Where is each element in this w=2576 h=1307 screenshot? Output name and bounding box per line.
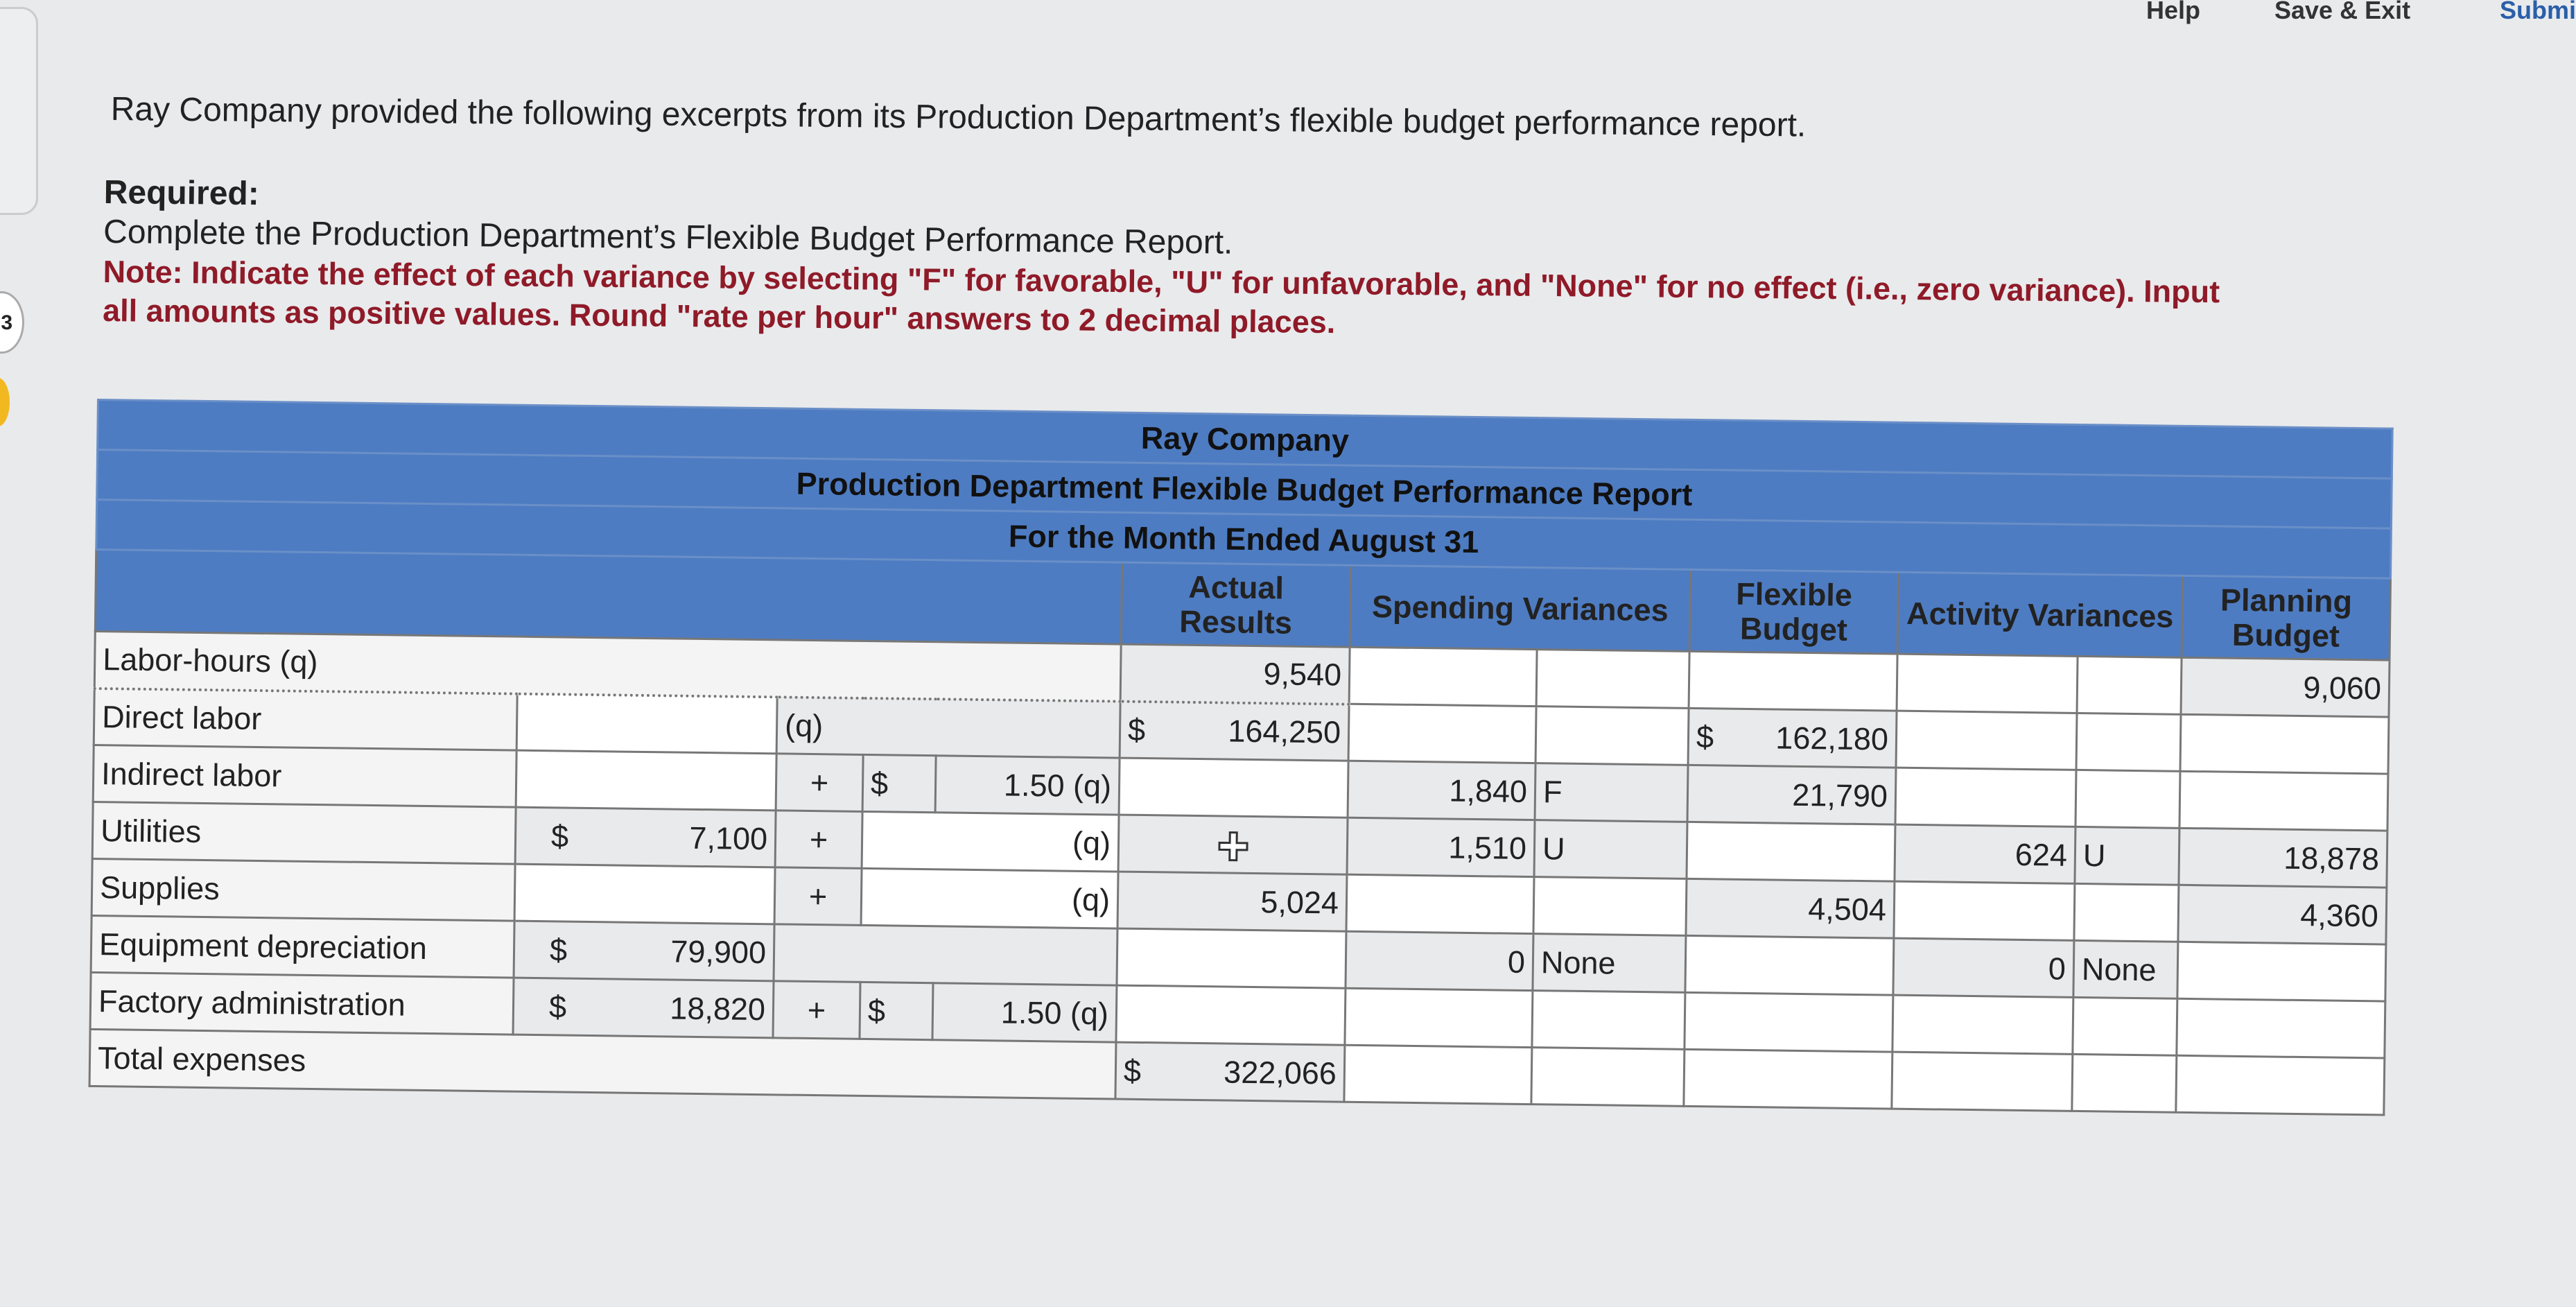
spending-amount-input[interactable] bbox=[1346, 874, 1534, 933]
actual-direct-labor bbox=[1120, 701, 1349, 761]
col-actual-line1: Actual bbox=[1188, 569, 1285, 606]
currency-symbol: $ bbox=[862, 754, 936, 812]
spending-utilities-effect: U bbox=[1534, 820, 1687, 879]
col-plan-line1: Planning bbox=[2220, 582, 2353, 619]
spending-equipment: 0 bbox=[1346, 931, 1533, 990]
flexible-supplies: 4,504 bbox=[1686, 878, 1895, 938]
planning-labor-hours: 9,060 bbox=[2181, 657, 2390, 717]
indirect-labor-fixed-input[interactable] bbox=[516, 750, 776, 811]
equipment-fixed bbox=[514, 921, 774, 981]
performance-report-table bbox=[89, 399, 2394, 1116]
actual-factory-input[interactable] bbox=[1116, 985, 1346, 1045]
direct-labor-q: (q) bbox=[776, 697, 1120, 758]
actual-indirect-labor-input[interactable] bbox=[1119, 758, 1348, 817]
move-cursor-icon bbox=[1215, 829, 1251, 864]
flexible-factory-input[interactable] bbox=[1685, 992, 1893, 1052]
equipment-fixed-value: 79,900 bbox=[670, 933, 767, 970]
activity-amount-input[interactable] bbox=[1894, 881, 2075, 940]
header-blank bbox=[95, 550, 1122, 645]
question-nav-badge[interactable] bbox=[0, 291, 24, 354]
activity-amount-input[interactable] bbox=[1897, 654, 2078, 713]
spending-indirect-labor-effect: F bbox=[1535, 763, 1688, 822]
planning-total-input[interactable] bbox=[2176, 1055, 2385, 1115]
row-label: Supplies bbox=[92, 858, 515, 921]
report-company: Ray Company bbox=[98, 400, 2393, 479]
spending-equipment-effect: None bbox=[1533, 934, 1686, 993]
q-suffix: (q) bbox=[1070, 995, 1109, 1031]
currency-symbol: $ bbox=[860, 982, 933, 1039]
side-panel bbox=[0, 7, 38, 215]
activity-effect-select[interactable] bbox=[2076, 713, 2181, 771]
planning-supplies: 4,360 bbox=[2178, 885, 2387, 944]
col-actual-results bbox=[1121, 562, 1350, 647]
col-spending-variances: Spending Variances bbox=[1350, 565, 1690, 651]
flexible-indirect-labor: 21,790 bbox=[1687, 765, 1896, 824]
planning-indirect-labor-input[interactable] bbox=[2179, 771, 2388, 831]
planning-direct-labor-input[interactable] bbox=[2180, 714, 2389, 774]
col-planning-budget bbox=[2182, 575, 2390, 660]
actual-total bbox=[1115, 1042, 1345, 1102]
actual-supplies: 5,024 bbox=[1117, 872, 1347, 931]
row-label: Utilities bbox=[92, 802, 516, 864]
activity-effect-select[interactable] bbox=[2075, 770, 2180, 828]
plus-sign: + bbox=[773, 981, 860, 1039]
actual-total-value: 322,066 bbox=[1223, 1054, 1337, 1091]
flexible-total-input[interactable] bbox=[1684, 1049, 1892, 1109]
factory-fixed-value: 18,820 bbox=[670, 989, 766, 1027]
factory-rate bbox=[932, 983, 1117, 1042]
help-link[interactable]: Help bbox=[2146, 0, 2201, 24]
plus-sign: + bbox=[775, 811, 862, 869]
planning-factory-input[interactable] bbox=[2177, 998, 2385, 1058]
activity-amount-input[interactable] bbox=[1896, 711, 2077, 770]
submit-button[interactable]: Submi bbox=[2500, 0, 2576, 24]
supplies-rate-input[interactable] bbox=[861, 868, 1118, 928]
col-flex-line2: Budget bbox=[1739, 610, 1848, 648]
save-exit-button[interactable]: Save & Exit bbox=[2274, 0, 2411, 24]
col-plan-line2: Budget bbox=[2231, 616, 2340, 654]
spending-effect-select[interactable] bbox=[1533, 877, 1687, 936]
flexible-direct-labor-value: 162,180 bbox=[1775, 719, 1889, 757]
activity-effect-select[interactable] bbox=[2074, 883, 2179, 942]
spending-amount-input[interactable] bbox=[1349, 647, 1537, 706]
activity-equipment-effect: None bbox=[2073, 940, 2178, 998]
activity-utilities-effect: U bbox=[2075, 826, 2179, 885]
row-label: Total expenses bbox=[89, 1029, 1116, 1099]
flag-indicator bbox=[0, 378, 10, 426]
flexible-equipment-input[interactable] bbox=[1685, 935, 1894, 995]
actual-labor-hours: 9,540 bbox=[1120, 644, 1350, 704]
currency-symbol: $ bbox=[1123, 1053, 1142, 1089]
spending-effect-select[interactable] bbox=[1535, 707, 1689, 765]
question-number: 3 bbox=[1, 311, 12, 334]
plus-sign: + bbox=[776, 754, 863, 812]
utilities-fixed-value: 7,100 bbox=[689, 820, 768, 856]
equipment-blank bbox=[774, 924, 1117, 985]
spending-effect-select[interactable] bbox=[1536, 650, 1689, 709]
plus-sign: + bbox=[774, 867, 862, 926]
report-period: For the Month Ended August 31 bbox=[96, 500, 2392, 579]
activity-effect-select[interactable] bbox=[2072, 1054, 2177, 1112]
currency-symbol: $ bbox=[550, 817, 569, 854]
utilities-rate-input[interactable] bbox=[862, 811, 1119, 872]
utilities-fixed bbox=[515, 807, 776, 867]
q-suffix: (q) bbox=[1072, 824, 1111, 860]
row-label: Labor-hours (q) bbox=[94, 631, 1121, 701]
activity-effect-select[interactable] bbox=[2073, 997, 2177, 1055]
col-flex-line1: Flexible bbox=[1736, 575, 1853, 613]
currency-symbol: $ bbox=[1127, 711, 1146, 747]
actual-equipment-input[interactable] bbox=[1117, 928, 1346, 988]
q-suffix: (q) bbox=[1072, 768, 1112, 804]
required-heading: Required: bbox=[103, 173, 259, 213]
factory-fixed bbox=[513, 978, 774, 1038]
requirements bbox=[103, 173, 2322, 352]
intro-text: Ray Company provided the following excerpts from its Production Department’s flexible budget performance report. bbox=[110, 90, 1807, 144]
spending-amount-input[interactable] bbox=[1348, 704, 1536, 763]
rate-value: 1.50 bbox=[1003, 766, 1065, 804]
top-toolbar bbox=[2091, 0, 2576, 42]
activity-amount-input[interactable] bbox=[1892, 1052, 2073, 1111]
row-label: Equipment depreciation bbox=[91, 915, 514, 978]
spending-effect-select[interactable] bbox=[1531, 1048, 1685, 1107]
direct-labor-fixed-input[interactable] bbox=[516, 693, 777, 754]
required-note: Note: Indicate the effect of each variance by selecting "F" for favorable, "U" for unfavorable, and "None" for no effect (i.e., zero variance). Input all amounts as positive values. Round "rate per hour" answers to 2 decimal places. bbox=[102, 253, 2220, 340]
row-label: Direct labor bbox=[94, 688, 517, 750]
spending-utilities: 1,510 bbox=[1347, 817, 1535, 876]
currency-symbol: $ bbox=[1696, 718, 1714, 754]
activity-utilities: 624 bbox=[1895, 824, 2075, 883]
planning-utilities: 18,878 bbox=[2179, 828, 2387, 888]
spending-amount-input[interactable] bbox=[1345, 988, 1533, 1047]
indirect-labor-rate bbox=[935, 756, 1120, 815]
row-label: Indirect labor bbox=[93, 745, 516, 807]
spending-amount-input[interactable] bbox=[1344, 1045, 1532, 1104]
actual-direct-labor-value: 164,250 bbox=[1228, 713, 1341, 750]
rate-value: 1.50 bbox=[1000, 994, 1062, 1031]
spending-indirect-labor: 1,840 bbox=[1348, 761, 1535, 820]
activity-effect-select[interactable] bbox=[2077, 656, 2182, 714]
q-suffix: (q) bbox=[1071, 881, 1111, 917]
supplies-fixed-input[interactable] bbox=[514, 864, 775, 924]
activity-equipment: 0 bbox=[1893, 938, 2074, 997]
actual-utilities-input[interactable] bbox=[1118, 815, 1348, 874]
planning-equipment-input[interactable] bbox=[2177, 942, 2386, 1001]
col-actual-line2: Results bbox=[1178, 603, 1293, 641]
required-instruction: Complete the Production Department’s Flexible Budget Performance Report. bbox=[103, 213, 1233, 261]
spending-effect-select[interactable] bbox=[1532, 991, 1685, 1050]
col-activity-variances: Activity Variances bbox=[1897, 572, 2182, 657]
col-flexible-budget bbox=[1689, 569, 1898, 654]
row-label: Factory administration bbox=[90, 972, 514, 1035]
flexible-utilities-input[interactable] bbox=[1687, 822, 1895, 881]
activity-amount-input[interactable] bbox=[1895, 768, 2076, 826]
currency-symbol: $ bbox=[548, 988, 567, 1025]
flexible-direct-labor bbox=[1688, 708, 1897, 768]
activity-amount-input[interactable] bbox=[1892, 995, 2073, 1054]
report-title: Production Department Flexible Budget Performance Report bbox=[97, 450, 2392, 529]
flexible-labor-hours-input[interactable] bbox=[1689, 651, 1897, 711]
currency-symbol: $ bbox=[549, 931, 568, 968]
